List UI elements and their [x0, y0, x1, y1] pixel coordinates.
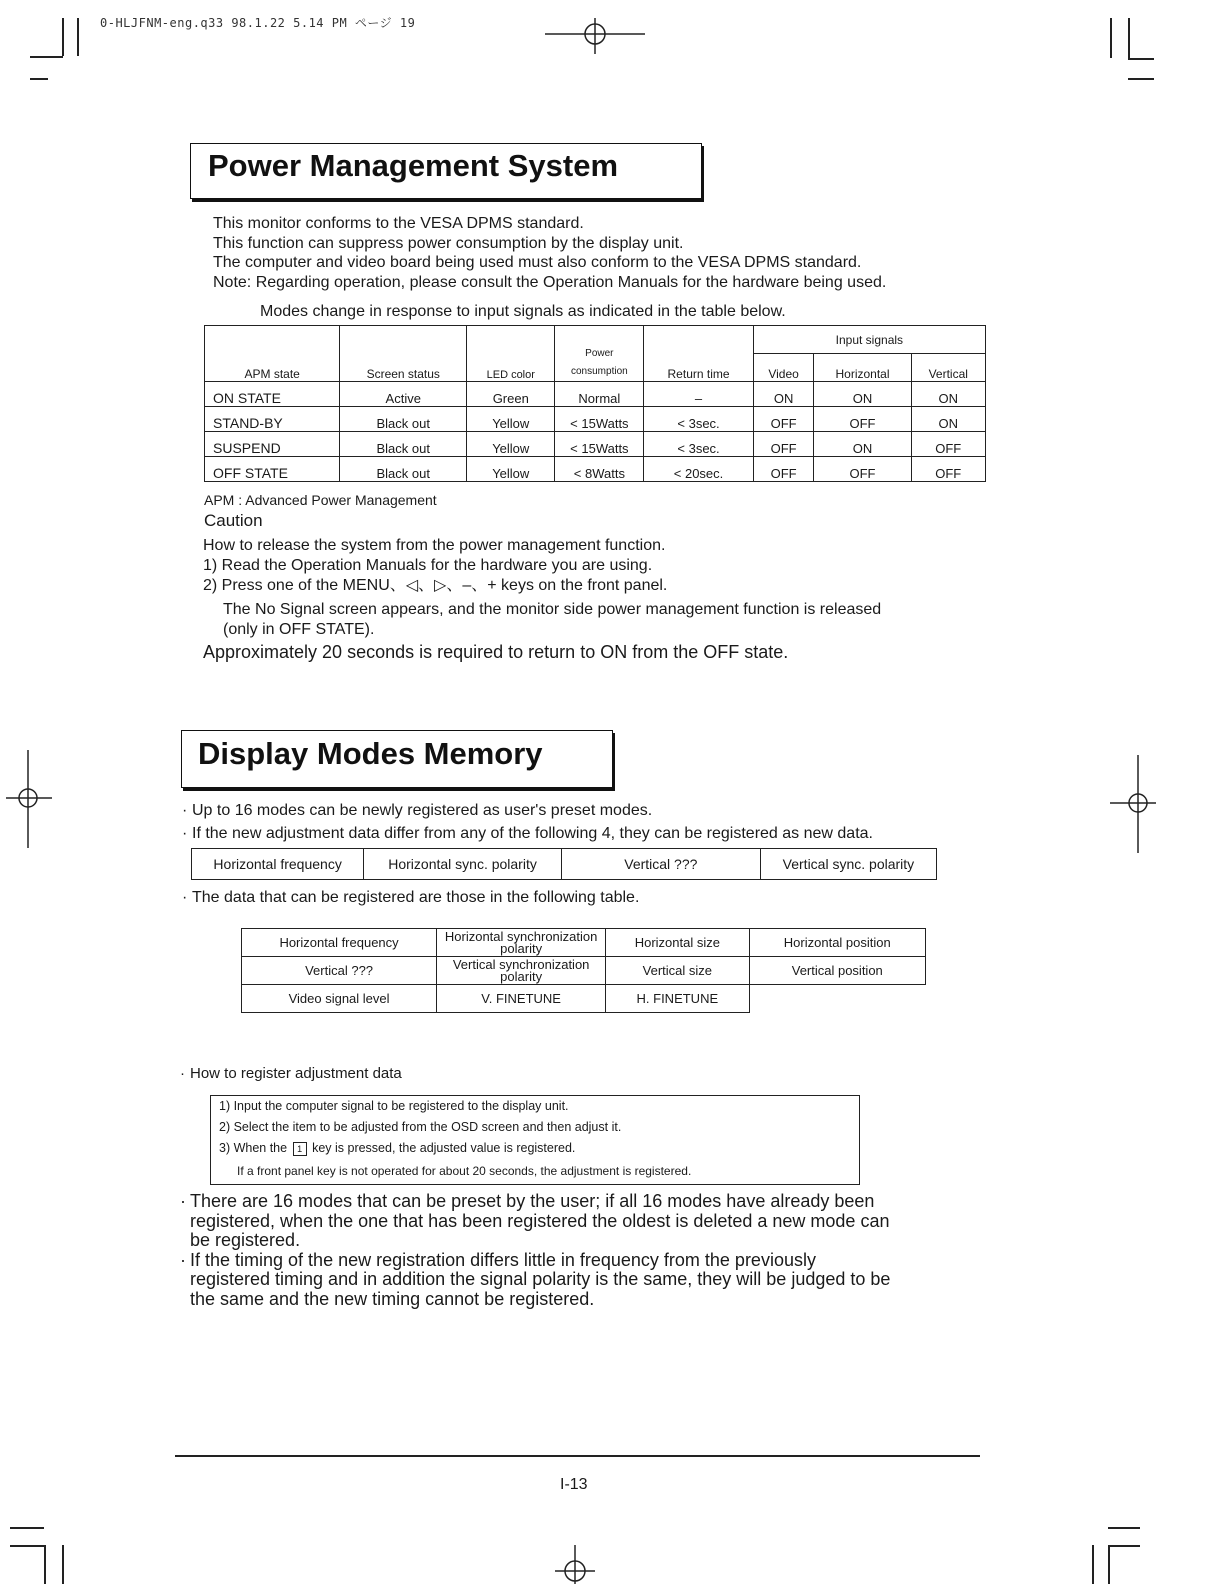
- closing-line: · There are 16 modes that can be preset by the user; if all 16 modes have already been: [180, 1191, 875, 1211]
- crop-mark: [62, 18, 64, 56]
- table-cell: Yellow: [467, 407, 555, 432]
- crop-mark: [77, 18, 79, 56]
- caution-line: (only in OFF STATE).: [223, 621, 375, 638]
- table-cell: V. FINETUNE: [437, 985, 606, 1013]
- four-item-cell: Vertical ???: [561, 849, 760, 880]
- caution-line: Approximately 20 seconds is required to return to ON from the OFF state.: [203, 642, 789, 662]
- intro-line: This function can suppress power consumption by the display unit.: [213, 234, 684, 252]
- table-row: [242, 985, 926, 1013]
- register-table: [241, 928, 926, 1013]
- header-video: Video: [753, 354, 814, 382]
- table-cell: < 15Watts: [555, 407, 644, 432]
- table-cell: Green: [467, 382, 555, 407]
- table-cell: OFF: [753, 457, 814, 482]
- header-return-time: Return time: [644, 326, 753, 382]
- table-cell: OFF: [753, 407, 814, 432]
- table-row: [242, 929, 926, 957]
- crop-mark: [1108, 1545, 1140, 1547]
- header-screen-status: Screen status: [340, 326, 467, 382]
- closing-line: the same and the new timing cannot be registered.: [190, 1288, 595, 1309]
- section-title-power-management: [190, 143, 702, 199]
- table-row: [205, 382, 986, 407]
- section-title-display-modes: [181, 730, 613, 788]
- table-intro: · The data that can be registered are those in the following table.: [182, 889, 640, 906]
- table-cell: Horizontal position: [749, 929, 925, 957]
- step-line: 2) Select the item to be adjusted from the OSD screen and then adjust it.: [219, 1120, 622, 1134]
- table-cell: Normal: [555, 382, 644, 407]
- table-cell: SUSPEND: [205, 432, 340, 457]
- closing-line: registered, when the one that has been registered the oldest is deleted a new mode can: [190, 1210, 890, 1231]
- key-1-icon: 1: [293, 1142, 307, 1156]
- registration-mark-right: [1110, 755, 1156, 853]
- table-row: [205, 457, 986, 482]
- table-cell: Horizontal frequency: [242, 929, 437, 957]
- closing-paragraphs: [180, 1192, 890, 1309]
- table-cell: Black out: [340, 432, 467, 457]
- steps-box: [210, 1095, 860, 1185]
- step-text: key is pressed, the adjusted value is registered.: [312, 1141, 576, 1155]
- header-apm-state: APM state: [205, 326, 340, 382]
- step-line: [219, 1141, 575, 1156]
- crop-mark: [10, 1545, 44, 1547]
- bullet-item: · If the new adjustment data differ from any of the following 4, they can be registered as new data.: [182, 825, 873, 842]
- four-item-cell: Horizontal sync. polarity: [364, 849, 562, 880]
- table-cell: Vertical synchronization polarity: [437, 957, 606, 985]
- header-power-consumption: Power consumption: [555, 326, 644, 382]
- display-bullets: [182, 799, 873, 845]
- table-cell: OFF: [911, 457, 985, 482]
- table-cell: OFF: [814, 407, 911, 432]
- apm-note: APM : Advanced Power Management: [204, 492, 437, 508]
- table-intro-text: The data that can be registered are those in the following table.: [192, 889, 640, 906]
- intro-line: This monitor conforms to the VESA DPMS standard.: [213, 215, 584, 232]
- title-text: Power Management System: [208, 148, 619, 183]
- caution-line: How to release the system from the power management function.: [203, 537, 666, 554]
- crop-mark: [30, 56, 63, 58]
- four-items-table: [191, 848, 937, 880]
- crop-mark: [1128, 18, 1130, 58]
- table-cell: OFF: [814, 457, 911, 482]
- step-line: 1) Input the computer signal to be registered to the display unit.: [219, 1099, 569, 1113]
- closing-line: · If the timing of the new registration differs little in frequency from the previously: [180, 1249, 816, 1270]
- closing-text: If the timing of the new registration differs little in frequency from the previously: [190, 1249, 816, 1270]
- crop-mark: [1110, 18, 1112, 58]
- table-cell: ON: [814, 432, 911, 457]
- table-cell: STAND-BY: [205, 407, 340, 432]
- bullet-text: If the new adjustment data differ from any of the following 4, they can be registered as new data.: [192, 825, 873, 842]
- four-item-cell: Vertical sync. polarity: [760, 849, 936, 880]
- caution-text: [203, 536, 881, 662]
- how-to-text: How to register adjustment data: [190, 1065, 402, 1082]
- table-row: [242, 957, 926, 985]
- table-cell: OFF STATE: [205, 457, 340, 482]
- caution-title: Caution: [204, 511, 263, 530]
- table-cell: Horizontal synchronization polarity: [437, 929, 606, 957]
- table-cell: Vertical ???: [242, 957, 437, 985]
- table-cell: < 3sec.: [644, 432, 753, 457]
- closing-line: be registered.: [190, 1230, 301, 1250]
- table-cell-empty: [749, 985, 925, 1013]
- caution-line: 1) Read the Operation Manuals for the hardware you are using.: [203, 557, 653, 574]
- crop-mark: [1108, 1527, 1140, 1529]
- table-cell: OFF: [753, 432, 814, 457]
- table-row: [205, 432, 986, 457]
- table-cell: ON: [753, 382, 814, 407]
- table-cell: Horizontal size: [606, 929, 749, 957]
- table-cell: –: [644, 382, 753, 407]
- table-row: [205, 407, 986, 432]
- crop-mark: [1108, 1545, 1110, 1584]
- table-cell: < 20sec.: [644, 457, 753, 482]
- header-horizontal: Horizontal: [814, 354, 911, 382]
- caution-line: 2) Press one of the MENU、◁、▷、–、+ keys on the front panel.: [203, 577, 668, 594]
- crop-mark: [1128, 78, 1154, 80]
- footer-rule: [175, 1455, 980, 1457]
- table-cell: Vertical size: [606, 957, 749, 985]
- header-led-color: LED color: [467, 326, 555, 382]
- how-to-register: · How to register adjustment data: [180, 1065, 402, 1082]
- crop-mark: [1128, 58, 1154, 60]
- title-text: Display Modes Memory: [198, 736, 543, 771]
- closing-line: registered timing and in addition the signal polarity is the same, they will be judged to be: [190, 1269, 891, 1289]
- closing-text: There are 16 modes that can be preset by the user; if all 16 modes have already been: [190, 1191, 875, 1211]
- step-text: 3) When the: [219, 1141, 288, 1155]
- table-cell: ON: [911, 407, 985, 432]
- crop-mark: [1092, 1545, 1094, 1584]
- table-cell: Black out: [340, 457, 467, 482]
- step-line: If a front panel key is not operated for about 20 seconds, the adjustment is registered.: [237, 1164, 692, 1178]
- bullet-item: · Up to 16 modes can be newly registered as user's preset modes.: [182, 802, 653, 819]
- registration-mark-bottom: [555, 1545, 595, 1584]
- apm-table: [204, 325, 986, 482]
- table-cell: Vertical position: [749, 957, 925, 985]
- table-cell: < 15Watts: [555, 432, 644, 457]
- bullet-text: Up to 16 modes can be newly registered as user's preset modes.: [192, 802, 653, 819]
- crop-mark: [62, 1545, 64, 1584]
- registration-mark-left: [6, 750, 52, 848]
- table-cell: Video signal level: [242, 985, 437, 1013]
- crop-mark: [10, 1527, 44, 1529]
- table-cell: < 3sec.: [644, 407, 753, 432]
- caution-line: The No Signal screen appears, and the monitor side power management function is released: [223, 601, 882, 618]
- intro-paragraph: [213, 214, 886, 292]
- intro-line: The computer and video board being used must also conform to the VESA DPMS standard.: [213, 254, 862, 271]
- crop-mark: [30, 78, 48, 80]
- table-cell: Black out: [340, 407, 467, 432]
- crop-mark: [44, 1545, 46, 1584]
- table-cell: Active: [340, 382, 467, 407]
- header-input-signals: Input signals: [753, 326, 985, 354]
- table-cell: < 8Watts: [555, 457, 644, 482]
- header-vertical: Vertical: [911, 354, 985, 382]
- table-cell: ON: [911, 382, 985, 407]
- table-cell: H. FINETUNE: [606, 985, 749, 1013]
- table-cell: ON STATE: [205, 382, 340, 407]
- table-cell: ON: [814, 382, 911, 407]
- table-caption: Modes change in response to input signals as indicated in the table below.: [260, 303, 786, 320]
- print-header: 0-HLJFNM-eng.q33 98.1.22 5.14 PM ページ 19: [100, 16, 416, 30]
- intro-line: Note: Regarding operation, please consult the Operation Manuals for the hardware being used.: [213, 273, 887, 291]
- table-cell: OFF: [911, 432, 985, 457]
- four-item-cell: Horizontal frequency: [192, 849, 364, 880]
- table-cell: Yellow: [467, 457, 555, 482]
- registration-mark-top: [545, 14, 645, 54]
- page-number: I-13: [560, 1476, 588, 1493]
- table-cell: Yellow: [467, 432, 555, 457]
